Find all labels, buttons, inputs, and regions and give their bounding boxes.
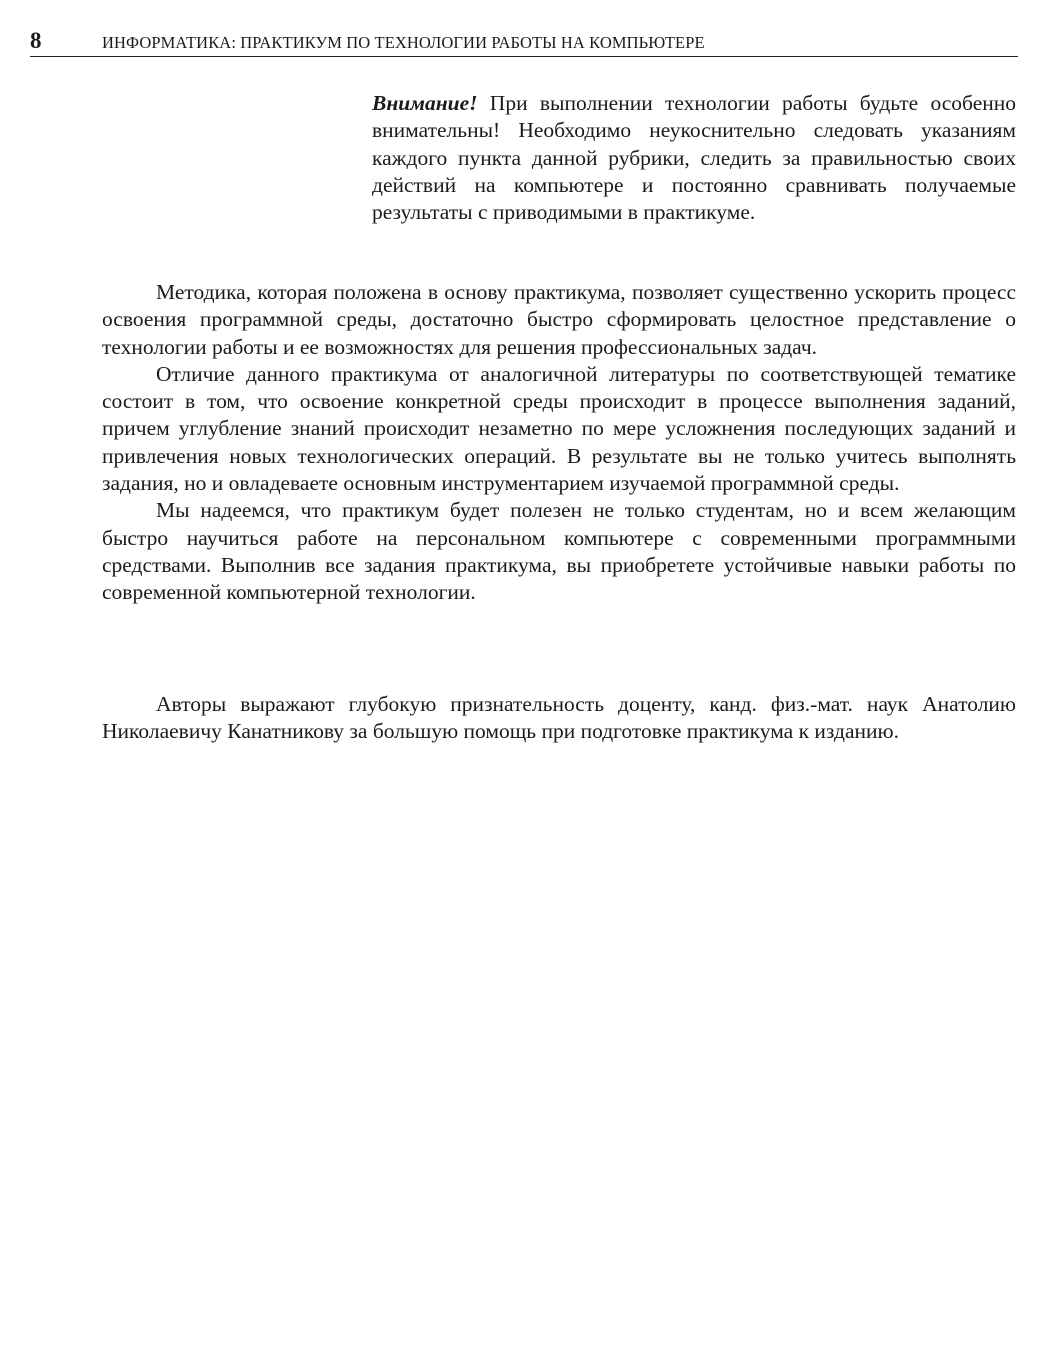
paragraph-acknowledgement: Авторы выражают глубокую признательность доценту, канд. физ.-мат. наук Анатолию Николаевичу Канатникову за большую помощь при подготовке практикума к изданию.	[102, 692, 1016, 744]
paragraph-difference: Отличие данного практикума от аналогичной литературы по соответствующей тематике состоит в том, что освоение конкретной среды происходит в процессе выполнения заданий, причем углубление знаний происходит незаметно по мере усложнения последующих заданий и привлечения новых технологических операций. В результате вы не только учитесь выполнять задания, но и овладеваете основным инструментарием изучаемой программной среды.	[102, 361, 1016, 496]
acknowledgement	[102, 691, 1016, 746]
page-number: 8	[30, 28, 42, 53]
running-title: ИНФОРМАТИКА: ПРАКТИКУМ ПО ТЕХНОЛОГИИ РАБОТЫ НА КОМПЬЮТЕРЕ	[102, 33, 705, 52]
intro-text	[102, 279, 1016, 607]
paragraph-hope: Мы надеемся, что практикум будет полезен не только студентам, но и всем желающим быстро научиться работе на персональном компьютере с современными программными средствами. Выполнив все задания практикума, вы приобретете устойчивые навыки работы по современной компьютерной технологии.	[102, 498, 1016, 605]
running-header	[30, 26, 1018, 57]
paragraph-methodology: Методика, которая положена в основу практикума, позволяет существенно ускорить процесс освоения программной среды, достаточно быстро сформировать целостное представление о технологии работы и ее возможностях для решения профессиональных задач.	[102, 280, 1016, 359]
attention-note	[372, 90, 1016, 226]
attention-text: При выполнении технологии работы будьте особенно внимательны! Необходимо неукоснительно следовать указаниям каждого пункта данной рубрики, следить за правильностью своих действий на компьютере и постоянно сравнивать получаемые результаты с приводимыми в практикуме.	[372, 91, 1016, 225]
attention-label: Внимание!	[372, 91, 478, 115]
